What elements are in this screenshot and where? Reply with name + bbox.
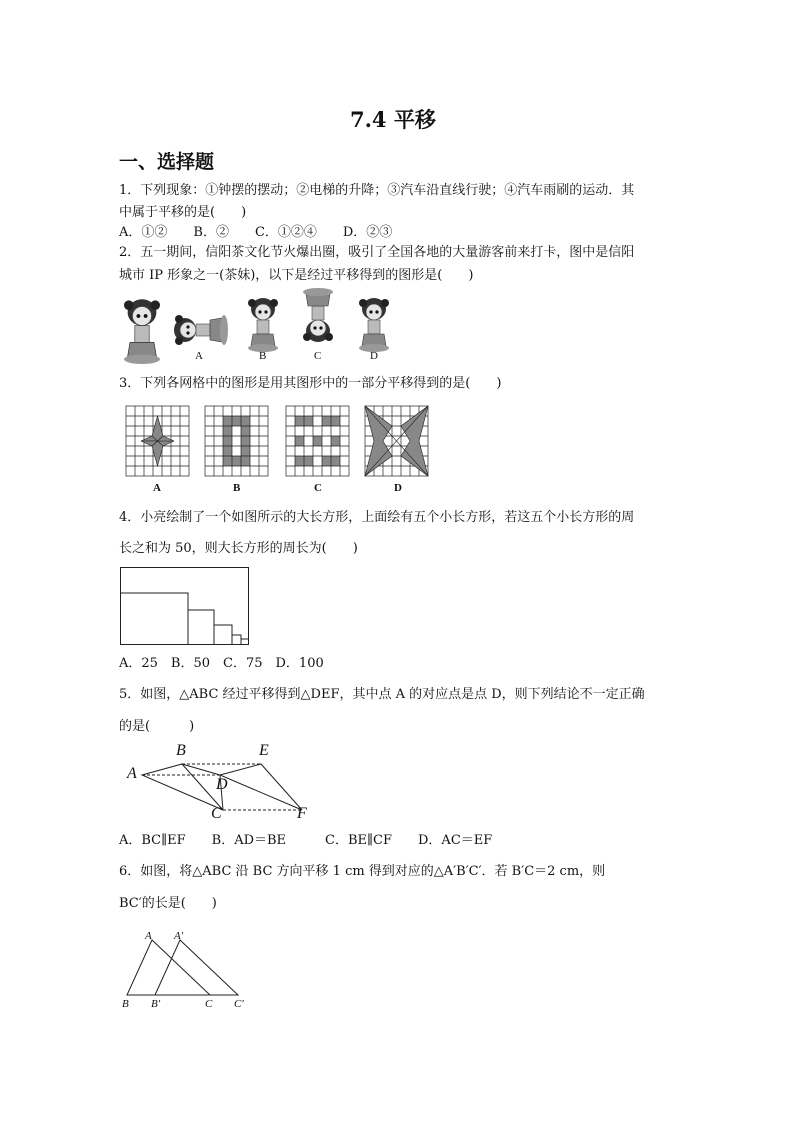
q3-grid-c (286, 406, 350, 476)
q5-point-f: F (297, 805, 307, 822)
mascot-option-b-image (248, 298, 278, 352)
q1-options: A．①② B．② C．①②④ D．②③ (119, 225, 393, 240)
q5-text-line1: 5．如图，△ABC 经过平移得到△DEF，其中点 A 的对应点是点 D，则下列结论不一定正确 (119, 687, 645, 702)
q3-label-b: B (233, 482, 241, 494)
q5-point-d: D (216, 776, 228, 793)
q6-translation-figure (120, 930, 250, 1010)
q2-label-b: B (259, 350, 267, 362)
q6-text-line2: BC′的长是( ) (119, 896, 217, 911)
mascot-option-c-image (303, 288, 333, 342)
mascot-option-d-image (359, 298, 389, 352)
q6-point-b-prime: B′ (151, 998, 161, 1010)
q6-point-a-prime: A′ (174, 930, 184, 942)
q6-text-line1: 6．如图，将△ABC 沿 BC 方向平移 1 cm 得到对应的△A′B′C′．若 B′C＝2 cm，则 (119, 864, 606, 879)
mascot-option-a-image (174, 315, 228, 345)
q2-text-line2: 城市 IP 形象之一(茶妹)，以下是经过平移得到的图形是( ) (119, 268, 474, 283)
q5-point-c: C (211, 805, 222, 822)
q1-text-line1: 1．下列现象：①钟摆的摆动；②电梯的升降；③汽车沿直线行驶；④汽车雨刷的运动．其 (119, 183, 635, 198)
q4-options: A．25 B．50 C．75 D．100 (119, 656, 324, 671)
q6-point-c-prime: C′ (234, 998, 244, 1010)
q6-point-c: C (205, 998, 213, 1010)
page-title: 7.4 平移 (350, 107, 436, 132)
q5-point-a: A (127, 765, 137, 782)
q4-rectangle-figure (120, 567, 250, 646)
q3-text-line1: 3．下列各网格中的图形是用其图形中的一部分平移得到的是( ) (119, 376, 502, 391)
q3-label-c: C (314, 482, 322, 494)
q3-label-a: A (153, 482, 161, 494)
q3-grid-b (205, 406, 269, 476)
q3-label-d: D (394, 482, 402, 494)
q5-text-line2: 的是( ) (119, 719, 195, 734)
q3-grid-d (365, 406, 429, 476)
q2-label-d: D (370, 350, 378, 362)
q1-text-line2: 中属于平移的是( ) (119, 205, 247, 220)
q2-label-c: C (314, 350, 322, 362)
section-heading: 一、选择题 (119, 151, 215, 173)
q2-text-line1: 2．五一期间，信阳茶文化节火爆出圈，吸引了全国各地的大量游客前来打卡，图中是信阳 (119, 245, 635, 260)
q6-point-a: A (145, 930, 152, 942)
q5-point-e: E (259, 742, 269, 759)
q2-label-a: A (195, 350, 203, 362)
q4-text-line2: 长之和为 50，则大长方形的周长为( ) (119, 541, 358, 556)
q3-grid-a (126, 406, 190, 476)
q2-figure (118, 288, 398, 364)
mascot-original-image (124, 299, 160, 364)
q4-text-line1: 4．小亮绘制了一个如图所示的大长方形，上面绘有五个小长方形，若这五个小长方形的周 (119, 510, 635, 525)
q6-point-b: B (122, 998, 129, 1010)
q5-options: A．BC∥EF B．AD＝BE C．BE∥CF D．AC＝EF (119, 833, 493, 848)
q5-point-b: B (176, 742, 186, 759)
